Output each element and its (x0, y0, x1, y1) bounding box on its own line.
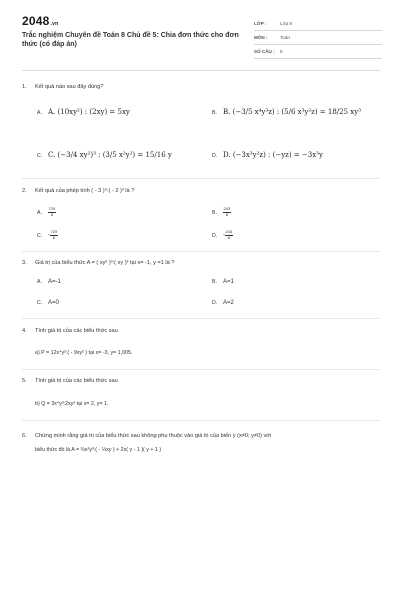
meta-info (254, 17, 382, 59)
page-header (22, 14, 382, 66)
q1-option-d[interactable]: D. D. (−3x³y²z) : (−yz) = −3x³y (212, 151, 323, 159)
question-4-expression: a) P = 12x⁴y²:( - 9xy² ) tại x= -3, y= 1,005. (35, 350, 133, 356)
q3-option-a[interactable]: A. A=-1 (37, 279, 61, 285)
divider (22, 369, 380, 370)
q2-option-b[interactable]: B. $\frac{243}{8}$ (212, 206, 231, 217)
header-divider (22, 70, 380, 71)
question-5-expression: b) Q = 3x⁴y³:2xy² tại x= 2, y= 1. (35, 401, 109, 407)
q1-option-b[interactable]: B. B. (−3/5 x⁴y³z) : (5/6 x³y²z) = 18/25 xy³ (212, 108, 362, 116)
page-title: Trắc nghiệm Chuyên đề Toán 8 Chủ đề 5: Chia đơn thức cho đơn thức (có đáp án) (22, 32, 239, 48)
meta-mon: MÔN : Toán (254, 31, 382, 45)
q3-option-b[interactable]: B. A=1 (212, 279, 234, 285)
q2-option-d[interactable]: D. - $\frac{243}{8}$ (212, 229, 233, 240)
divider (22, 251, 380, 252)
site-logo[interactable]: 2048.vn (22, 14, 59, 28)
meta-lop: LỚP : Lớp 8 (254, 17, 382, 31)
question-6-expression: biểu thức đó là A = ⅔x²y³:( - ⅓xy ) + 2x( y - 1 )( y + 1 ) (35, 447, 162, 453)
q3-option-d[interactable]: D. A=2 (212, 300, 234, 306)
divider (22, 178, 380, 179)
meta-so-cau: SỐ CÂU : 6 (254, 45, 382, 59)
q3-option-c[interactable]: C. A=0 (37, 300, 59, 306)
q1-option-c[interactable]: C. C. (−3/4 xy²)³ : (3/5 x²y²) = 15/16 y (37, 151, 172, 159)
q2-option-a[interactable]: A. $\frac{729}{8}$ (37, 206, 56, 217)
q2-option-c[interactable]: C. - $\frac{729}{8}$ (37, 229, 58, 240)
divider (22, 420, 380, 421)
q1-option-a[interactable]: A. A. (10xy²) : (2xy) = 5xy (37, 108, 130, 116)
divider (22, 318, 380, 319)
